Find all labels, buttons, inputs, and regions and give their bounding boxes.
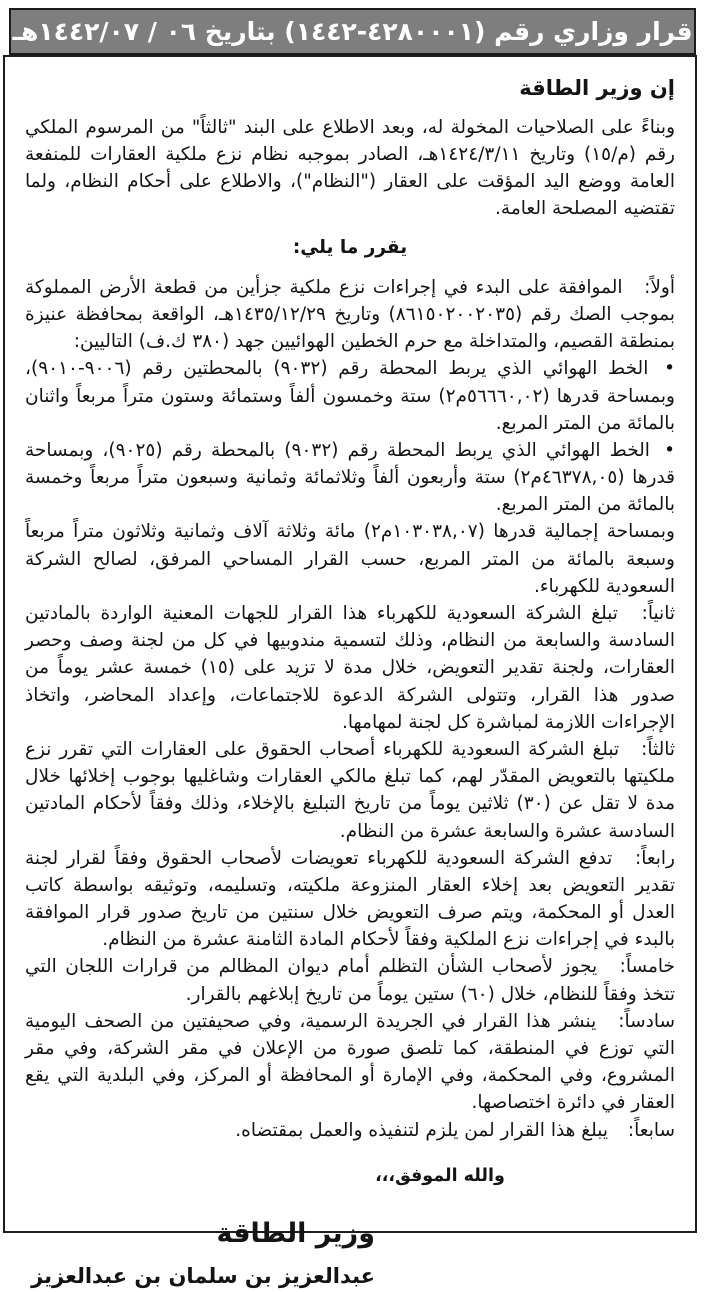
para-4: وبمساحة إجمالية قدرها (١٠٣٠٣٨,٠٧م٢) مائة وثلاثة آلاف وثمانية وثلاثون متراً مربعاً وسبعة بالمائة من المتر المربع، حسب القرار المساحي المرفق، لصالح الشركة السعودية للكهرباء.: [25, 521, 675, 597]
clause-1: أولاً: الموافقة على البدء في إجراءات نزع ملكية جزأين من قطعة الأرض المملوكة بموجب الصك رقم (٨٦١٥٠٢٠٠٢٠٣٥) وتاريخ ١٤٣٥/١٢/٢٩هـ، الواقعة بمحافظة عنيزة بمنطقة القصيم، والمتداخلة مع حرم الخطين الهوائيين جهد (٣٨٠ ك.ف) التاليين:: [25, 276, 675, 353]
decree-title-bar: [9, 8, 696, 55]
clause-5: ثانياً: تبلغ الشركة السعودية للكهرباء هذا القرار للجهات المعنية الواردة بالمادتين السادسة والسابعة من النظام، وذلك لتسمية مندوبيها في كل من لجنة وصف وحصر العقارات، ولجنة تقدير التعويض، خلال مدة لا تزيد على (١٥) خمسة عشر يوماً من صدور هذا القرار، وتتولى الشركة الدعوة للاجتماعات، وإعداد المحاضر، واتخاذ الإجراءات اللازمة لمباشرة كل لجنة لمهامها.: [25, 603, 675, 733]
clause-keyword: خامساً:: [619, 956, 675, 978]
clause-7: رابعاً: تدفع الشركة السعودية للكهرباء تعويضات لأصحاب الحقوق وفقاً لقرار لجنة تقدير التعويض بعد إخلاء العقار المنزوعة ملكيته، وتسليمه، وتوثيقه بواسطة كاتب العدل أو المحكمة، ويتم صرف التعويض خلال سنتين من تاريخ صدور قرار الموافقة بالبدء في إجراءات نزع الملكية وفقاً لأحكام المادة الثامنة عشرة من النظام.: [25, 847, 675, 951]
bullet-icon: •: [664, 439, 675, 461]
clause-keyword: سادساً:: [618, 1010, 675, 1032]
clause-keyword: رابعاً:: [634, 847, 675, 869]
decree-line: يقرر ما يلي:: [292, 236, 408, 258]
clause-10: سابعاً: يبلغ هذا القرار لمن يلزم لتنفيذه والعمل بمقتضاه.: [235, 1119, 675, 1141]
closing-phrase: والله الموفق،،،: [375, 1165, 505, 1186]
signature-name: عبدالعزيز بن سلمان بن عبدالعزيز: [31, 1264, 375, 1289]
clause-keyword: سابعاً:: [627, 1119, 675, 1141]
clause-9: سادساً: ينشر هذا القرار في الجريدة الرسمية، وفي صحيفتين من الصحف اليومية التي توزع في المنطقة، كما تلصق صورة من الإعلان في مقر الشركة، وفي مقر المشروع، وفي المحكمة، وفي الإمارة أو المحافظة أو المركز، وفي البلدية التي يقع العقار في دائرة اختصاصها.: [25, 1010, 675, 1114]
minister-heading: إن وزير الطاقة: [519, 76, 675, 100]
clause-keyword: أولاً:: [644, 276, 675, 298]
decree-body: [3, 55, 697, 1289]
clause-keyword: ثالثاً:: [641, 738, 675, 760]
signature-title: وزير الطاقة: [216, 1217, 375, 1249]
bullet-3: • الخط الهوائي الذي يربط المحطة رقم (٩٠٣٢) بالمحطة رقم (٩٠٢٥)، وبمساحة قدرها (٤٦٣٧٨,٠٥م٢) ستة وأربعون ألفاً وثلاثمائة وثمانية وسبعون متراً مربعاً وخمسة بالمائة من المتر المربع.: [25, 439, 675, 516]
bullet-2: • الخط الهوائي الذي يربط المحطة رقم (٩٠٣٢) بالمحطتين رقم (٩٠٠٦-٩٠١٠)، وبمساحة قدرها (٥٦٦٦٠,٠٢م٢) ستة وخمسون ألفاً وستمائة وستون متراً مربعاً واثنان بالمائة من المتر المربع.: [25, 358, 675, 434]
decree-title: قرار وزاري رقم (٤٢٨٠٠٠١-١٤٤٢) بتاريخ ٠٦ / ١٤٤٢/٠٧هـ: [12, 17, 693, 46]
bullet-icon: •: [664, 358, 675, 380]
clause-8: خامساً: يجوز لأصحاب الشأن التظلم أمام ديوان المظالم من قرارات اللجان التي تتخذ وفقاً للنظام، خلال (٦٠) ستين يوماً من تاريخ إبلاغهم بالقرار.: [25, 956, 675, 1005]
preamble-paragraph: وبناءً على الصلاحيات المخولة له، وبعد الاطلاع على البند "ثالثاً" من المرسوم الملكي رقم (م/١٥) وتاريخ ١٤٢٤/٣/١١هـ، الصادر بموجبه نظام نزع ملكية العقارات للمنفعة العامة ووضع اليد المؤقت على العقار ("النظام")، والاطلاع على أحكام النظام، ولما تقتضيه المصلحة العامة.: [25, 116, 675, 220]
signature-block: [31, 1214, 375, 1292]
clause-6: ثالثاً: تبلغ الشركة السعودية للكهرباء أصحاب الحقوق على العقارات التي تقرر نزع ملكيتها بالتعويض المقدّر لهم، كما تبلغ مالكي العقارات وشاغليها بوجوب إخلائها خلال مدة لا تقل عن (٣٠) ثلاثين يوماً من تاريخ التبليغ بالإخلاء، وذلك وفقاً لأحكام المادتين السادسة عشرة والسابعة عشرة من النظام.: [25, 738, 676, 842]
clauses-container: [25, 274, 675, 1144]
clause-keyword: ثانياً:: [641, 603, 675, 625]
